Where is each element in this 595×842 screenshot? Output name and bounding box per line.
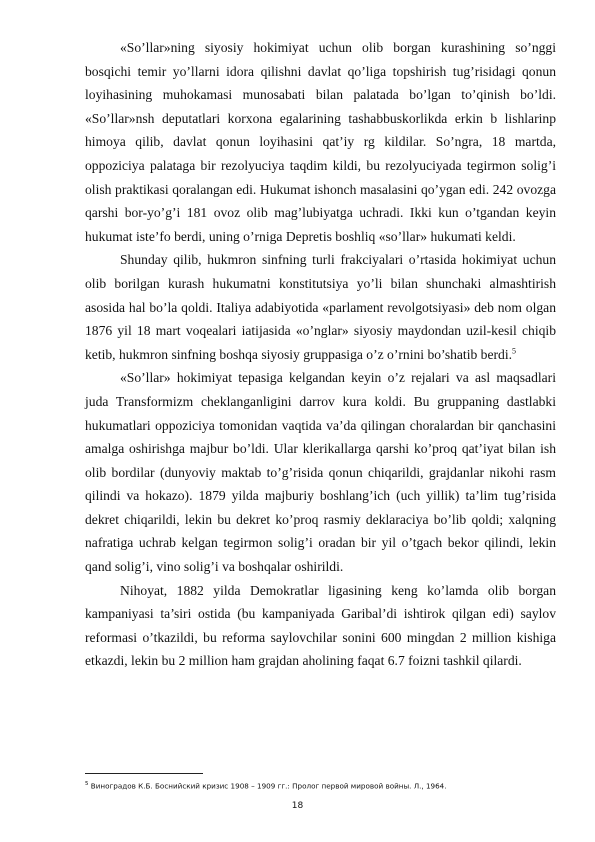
paragraph-4: Nihoyat, 1882 yilda Demokratlar ligasining keng ko’lamda olib borgan kampaniyasi ta’siri ostida (bu kampaniyada Garibal’di ishtirok qilgan edi) saylov reformasi o’tkazildi, bu reforma saylovchilar sonini 600 mingdan 2 million kishiga etkazdi, lekin bu 2 million ham grajdan aholining faqat 6.7 foizni tashkil qilardi.: [85, 582, 556, 669]
footnote-reference[interactable]: 5: [512, 346, 517, 356]
paragraph-1: «So’llar»ning siyosiy hokimiyat uchun olib borgan kurashining so’nggi bosqichi temir yo’llarni idora qilishni davlat qo’liga topshirish tug’risidagi qonun loyihasining muhokamasi munosabati bilan palatada bo’lgan to’qinish bo’ldi. «So’llar»nsh deputatlari korxona egalarining tashabbuskorlikda erkin b lishlarinp himoya qilib, davlat qonun loyihasini qat’iy rg kildilar. So’ngra, 18 martda, oppoziciya palataga bir rezolyuciya taqdim kildi, bu rezolyuciyada tegirmon solig’i olish praktikasi qoralangan edi. Hukumat ishonch masalasini qo’ygan edi. 242 ovozga qarshi bor-yo’g’i 181 ovoz olib mag’lubiyatga uchradi. Ikki kun o’tgandan keyin hukumat iste’fo berdi, uning o’rniga Depretis boshliq «so’llar» hukumati keldi.: [85, 40, 556, 244]
footnote-text: Виноградов К.Б. Боснийский кризис 1908 – 1909 гг.: Пролог первой мировой войны. Л., 1964.: [88, 781, 447, 791]
footnote-divider: [85, 773, 203, 774]
paragraph-2: [85, 248, 556, 366]
footnote-marker: 5: [85, 781, 89, 787]
page-number: 18: [291, 801, 304, 811]
paragraph-3: «So’llar» hokimiyat tepasiga kelgandan keyin o’z rejalari va asl maqsadlari juda Transformizm cheklanganligini darrov kura koldi. Bu gruppaning dastlabki hukumatlari oppoziciya tomonidan vaqtida va’da qilingan choralardan bir qanchasini amalga oshirishga majbur bo’ldi. Ular klerikallarga qarshi ko’proq qat’iyat bilan ish olib bordilar (dunyoviy maktab to’g’risida qonun chiqarildi, grajdanlar nikohi rasm qilindi va hokazo). 1879 yilda majburiy boshlang’ich (uch yillik) ta’lim tug’risida dekret chiqarildi, lekin bu dekret ko’proq rasmiy deklaraciya bo’lib qoldi; xalqning nafratiga uchrab kelgan tegirmon solig’i oradan bir yil o’tgach bekor qilindi, lekin qand solig’i, vino solig’i va boshqalar oshirildi.: [85, 370, 556, 575]
paragraph-2-text: Shunday qilib, hukmron sinfning turli frakciyalari o’rtasida hokimiyat uchun olib borilgan kurash hukumatni konstitutsiya yo’li bilan shunchaki almashtirish asosida hal bo’la qoldi. Italiya adabiyotida «parlament revolgotsiyasi» deb nom olgan 1876 yil 18 mart voqealari iatijasida «o’nglar» siyosiy maydondan uzil-kesil chiqib ketib, hukmron sinfning boshqa siyosiy gruppasiga o’z o’rnini bo’shatib berdi.: [85, 252, 556, 362]
document-body: [85, 36, 556, 673]
footnote: [85, 779, 556, 791]
